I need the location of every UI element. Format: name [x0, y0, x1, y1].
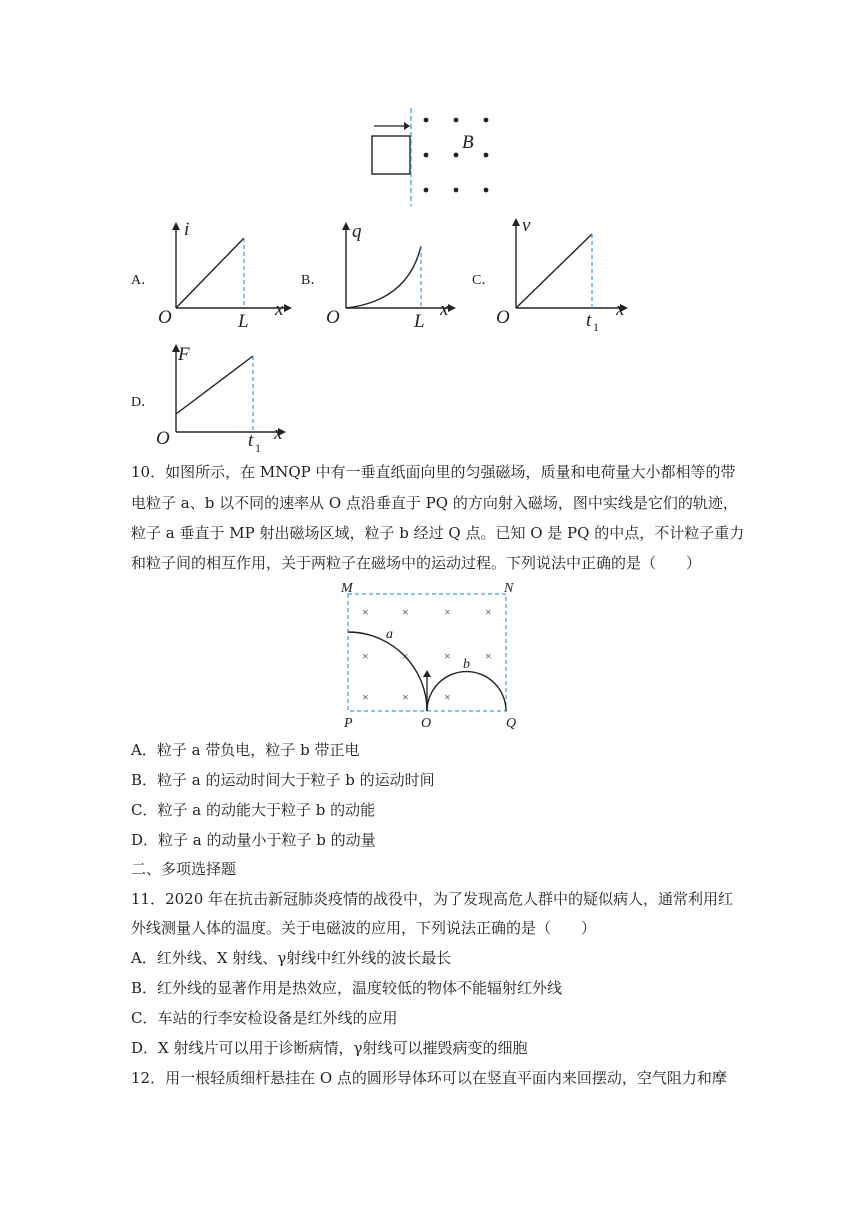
- graph-a: [156, 218, 296, 330]
- graph-b-x-label: x: [440, 299, 449, 320]
- q10-option-c: C．粒子 a 的动能大于粒子 b 的动能: [131, 801, 376, 819]
- svg-text:×: ×: [444, 649, 451, 663]
- graph-a-origin: O: [158, 307, 172, 328]
- svg-text:×: ×: [485, 605, 492, 619]
- graph-a-x-mark: L: [238, 311, 249, 330]
- corner-m: M: [341, 581, 353, 596]
- label-b: b: [463, 657, 470, 672]
- q10-field-figure: [330, 580, 530, 732]
- graph-c-x-mark-sub: 1: [593, 320, 599, 334]
- corner-p: P: [344, 716, 353, 731]
- loop-field-figure: [360, 108, 500, 208]
- graph-b-origin: O: [326, 307, 340, 328]
- graph-d-x-mark: t: [248, 430, 254, 451]
- graph-c-x-mark: t: [586, 310, 592, 331]
- q11-option-a: A．红外线、X 射线、γ射线中红外线的波长最长: [131, 949, 452, 967]
- svg-text:×: ×: [402, 690, 409, 704]
- graph-c-y-label: v: [522, 215, 531, 236]
- graph-a-y-label: i: [184, 219, 190, 240]
- field-dots: [424, 118, 489, 193]
- q11-option-c: C．车站的行李安检设备是红外线的应用: [131, 1009, 398, 1027]
- option-a-label: A．: [131, 273, 156, 288]
- svg-text:×: ×: [362, 605, 369, 619]
- svg-text:×: ×: [362, 649, 369, 663]
- graph-a-x-label: x: [275, 299, 284, 320]
- q10-line-1: 10．如图所示，在 MNQP 中有一垂直纸面向里的匀强磁场，质量和电荷量大小都相等的带: [131, 463, 736, 481]
- graph-b: [326, 218, 466, 330]
- graph-b-y-label: q: [352, 221, 362, 242]
- svg-text:×: ×: [402, 605, 409, 619]
- q12-line-1: 12．用一根轻质细杆悬挂在 O 点的圆形导体环可以在竖直平面内来回摆动，空气阻力和摩: [131, 1069, 727, 1087]
- section-heading: 二、多项选择题: [131, 860, 237, 878]
- conductor-loop: [372, 136, 410, 174]
- trajectory-b: [427, 672, 506, 711]
- option-b-label: B．: [301, 273, 325, 288]
- svg-text:×: ×: [444, 605, 451, 619]
- svg-text:×: ×: [485, 649, 492, 663]
- graph-d-x-mark-sub: 1: [255, 441, 261, 455]
- svg-text:×: ×: [362, 690, 369, 704]
- graph-b-x-mark: L: [414, 311, 425, 330]
- graph-c-x-label: x: [616, 299, 625, 320]
- q10-option-d: D．粒子 a 的动量小于粒子 b 的动量: [131, 831, 376, 849]
- graph-c-origin: O: [496, 307, 510, 328]
- q11-line-2: 外线测量人体的温度。关于电磁波的应用，下列说法正确的是（ ）: [131, 919, 597, 937]
- corner-n: N: [504, 581, 514, 596]
- graph-d-origin: O: [156, 428, 170, 449]
- q11-line-1: 11．2020 年在抗击新冠肺炎疫情的战役中，为了发现高危人群中的疑似病人，通常利用红: [131, 890, 734, 908]
- q10-line-4: 和粒子间的相互作用，关于两粒子在磁场中的运动过程。下列说法中正确的是（ ）: [131, 554, 702, 572]
- graph-d-y-label: F: [178, 344, 190, 365]
- q11-option-d: D．X 射线片可以用于诊断病情，γ射线可以摧毁病变的细胞: [131, 1039, 528, 1057]
- option-d-label: D．: [131, 395, 156, 410]
- svg-text:×: ×: [402, 649, 409, 663]
- graph-c: [496, 214, 636, 334]
- q10-option-a: A．粒子 a 带负电，粒子 b 带正电: [131, 741, 360, 759]
- graph-a-line: [176, 238, 244, 308]
- field-label: B: [462, 132, 474, 153]
- q10-option-b: B．粒子 a 的运动时间大于粒子 b 的运动时间: [131, 771, 435, 789]
- graph-d: [156, 340, 296, 456]
- option-c-label: C．: [472, 273, 496, 288]
- trajectory-a: [348, 632, 427, 711]
- graph-d-x-label: x: [274, 423, 283, 444]
- corner-q: Q: [506, 716, 517, 731]
- graph-b-curve: [346, 246, 421, 308]
- point-o: O: [421, 716, 432, 731]
- graph-c-line: [516, 234, 592, 308]
- svg-text:×: ×: [444, 690, 451, 704]
- q10-line-3: 粒子 a 垂直于 MP 射出磁场区域，粒子 b 经过 Q 点。已知 O 是 PQ 的中点，不计粒子重力: [131, 524, 745, 542]
- label-a: a: [386, 627, 393, 642]
- q11-option-b: B．红外线的显著作用是热效应，温度较低的物体不能辐射红外线: [131, 979, 563, 997]
- q10-line-2: 电粒子 a、b 以不同的速率从 O 点沿垂直于 PQ 的方向射入磁场，图中实线是它们的轨迹，: [131, 494, 738, 512]
